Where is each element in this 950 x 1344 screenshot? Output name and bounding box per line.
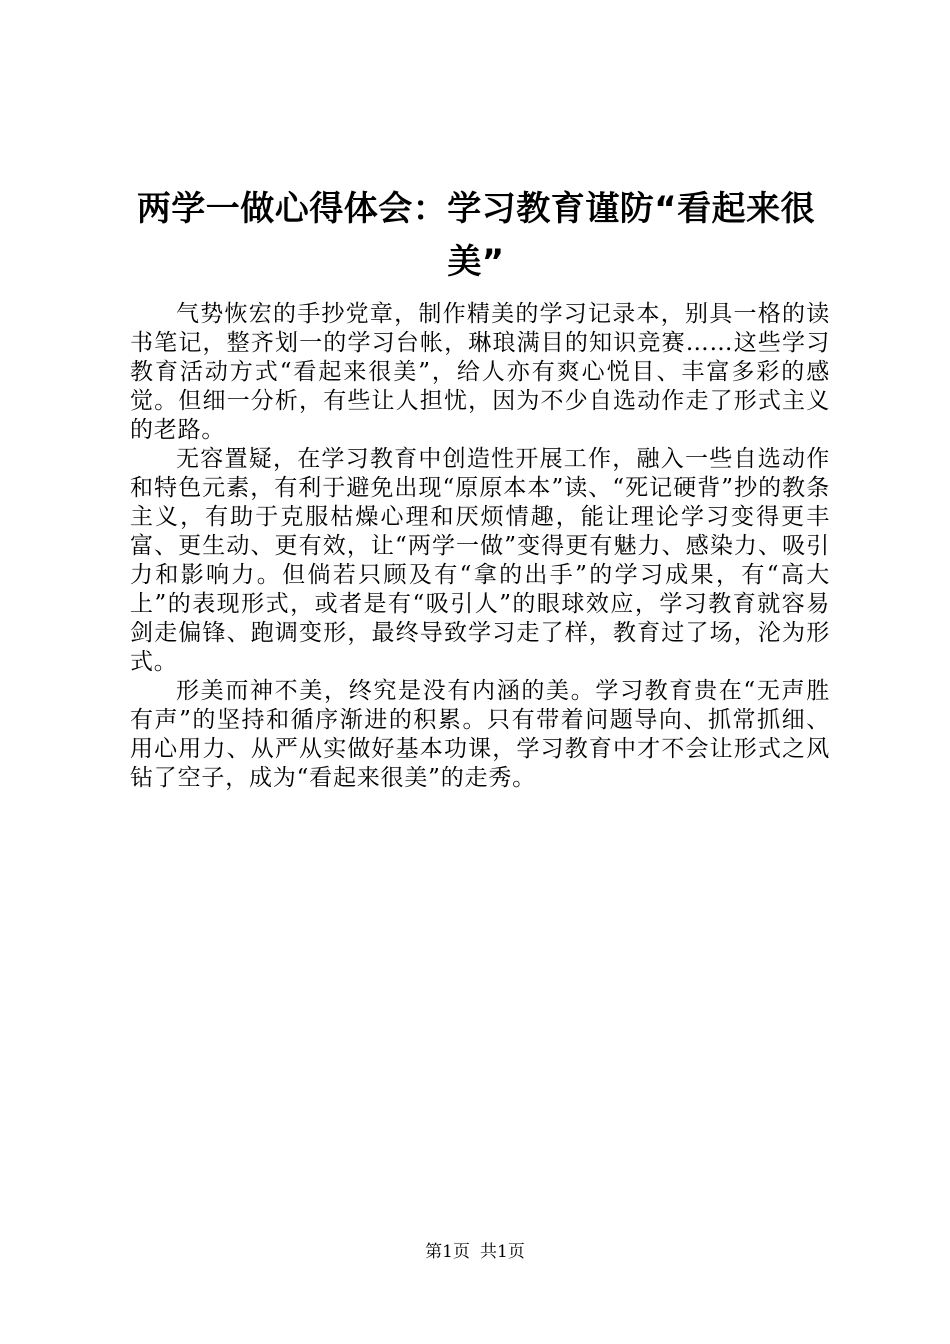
page-number: 第1页 bbox=[425, 1242, 470, 1262]
document-body bbox=[130, 300, 830, 793]
page-total: 共1页 bbox=[480, 1242, 525, 1262]
paragraph-2: 无容置疑，在学习教育中创造性开展工作，融入一些自选动作和特色元素，有利于避免出现“原原本本”读、“死记硬背”抄的教条主义，有助于克服枯燥心理和厌烦情趣，能让理论学习变得更丰富、更生动、更有效，让“两学一做”变得更有魅力、感染力、吸引力和影响力。但倘若只顾及有“拿的出手”的学习成果，有“高大上”的表现形式，或者是有“吸引人”的眼球效应，学习教育就容易剑走偏锋、跑调变形，最终导致学习走了样，教育过了场，沦为形式。 bbox=[130, 446, 830, 675]
paragraph-1: 气势恢宏的手抄党章，制作精美的学习记录本，别具一格的读书笔记，整齐划一的学习台帐，琳琅满目的知识竞赛……这些学习教育活动方式“看起来很美”，给人亦有爽心悦目、丰富多彩的感觉。但细一分析，有些让人担忧，因为不少自选动作走了形式主义的老路。 bbox=[130, 301, 830, 443]
paragraph-3: 形美而神不美，终究是没有内涵的美。学习教育贵在“无声胜有声”的坚持和循序渐进的积累。只有带着问题导向、抓常抓细、用心用力、从严从实做好基本功课，学习教育中才不会让形式之风钻了空子，成为“看起来很美”的走秀。 bbox=[130, 678, 830, 791]
page-footer bbox=[0, 1241, 950, 1263]
document-title: 两学一做心得体会：学习教育谨防“看起来很美” bbox=[136, 189, 816, 282]
